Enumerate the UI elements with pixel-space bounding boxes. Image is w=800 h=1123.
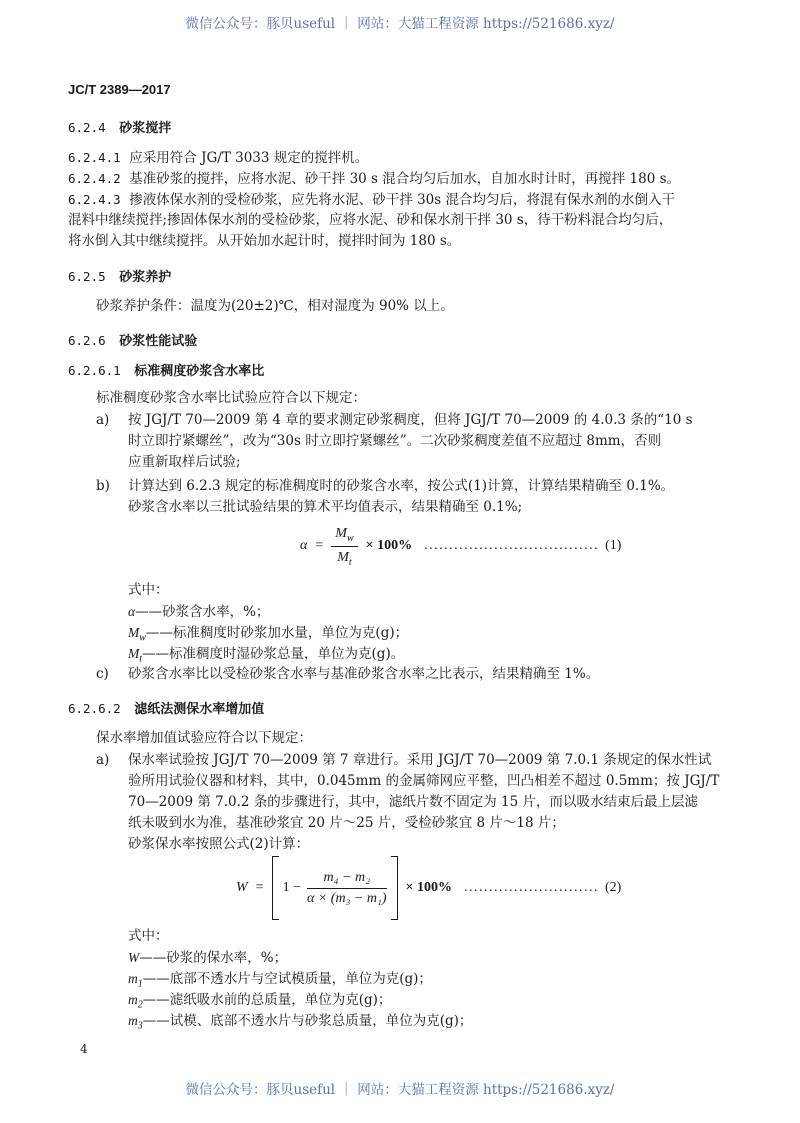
list-label: a) — [96, 752, 110, 768]
definition-text: ——标准稠度时湿砂浆总量，单位为克(g)。 — [142, 646, 405, 662]
list-item-text: 砂浆保水率按照公式(2)计算： — [128, 836, 310, 852]
list-item-text: 保水率试验按 JGJ/T 70—2009 第 7 章进行。采用 JGJ/T 70—2009 第 7.0.1 条规定的保水性试 — [128, 752, 712, 768]
formula-tail: × 100% — [405, 880, 452, 895]
denominator-symbol: M — [337, 549, 349, 565]
list-label: b) — [96, 478, 110, 494]
formula-lhs: α — [300, 538, 308, 553]
formula-number: (2) — [605, 880, 622, 895]
list-item-text: 时立即拧紧螺丝”，改为“30s 时立即拧紧螺丝”。二次砂浆稠度差值不应超过 8mm，否则 — [128, 433, 662, 449]
symbol-subscript: w — [139, 632, 146, 644]
clause-6-2-4-2 — [68, 168, 680, 190]
section-number: 6.2.6.2 — [68, 701, 121, 716]
formula-one-minus: 1 − — [282, 880, 301, 895]
section-number: 6.2.4 — [68, 120, 106, 135]
clause-text-line: 混料中继续搅拌;掺固体保水剂的受检砂浆，应将水泥、砂和保水剂干拌 30 s，待干粉料混合均匀后， — [68, 212, 673, 228]
clause-text-line: 将水倒入其中继续搅拌。从开始加水起计时，搅拌时间为 180 s。 — [68, 233, 461, 249]
symbol: m — [128, 992, 138, 1007]
formula-number: (1) — [605, 538, 622, 553]
definition-text: ——砂浆的保水率，%； — [139, 950, 288, 966]
definition-text: ——标准稠度时砂浆加水量，单位为克(g)； — [145, 625, 409, 641]
clause-6-2-4-1 — [68, 147, 368, 169]
curing-conditions: 砂浆养护条件：温度为(20±2)℃，相对湿度为 90% 以上。 — [96, 298, 454, 314]
clause-text: 应采用符合 JG/T 3033 规定的搅拌机。 — [129, 150, 369, 166]
symbol-subscript: t — [139, 653, 143, 665]
numerator-subscript: w — [346, 532, 354, 544]
symbol: W — [128, 950, 140, 965]
leader-dots: ................................... — [424, 538, 600, 553]
symbol: M — [128, 625, 140, 640]
symbol-subscript: 3 — [137, 1020, 143, 1032]
section-title: 砂浆搅拌 — [119, 121, 172, 136]
section-title: 砂浆性能试验 — [119, 334, 198, 349]
where-label: 式中： — [128, 928, 169, 944]
denominator-subscript: t — [348, 556, 352, 568]
clause-6-2-4-3 — [68, 189, 675, 211]
formula-lhs: W — [236, 880, 248, 895]
watermark-top: 微信公众号：豚贝useful ｜ 网站：大猫工程资源 https://521686.xyz/ — [185, 16, 615, 32]
numerator-symbol: M — [335, 525, 347, 541]
list-item-text: 砂浆含水率以三批试验结果的算术平均值表示，结果精确至 0.1%; — [128, 499, 523, 515]
right-bracket — [391, 856, 398, 920]
symbol: α — [128, 604, 136, 619]
list-item-text: 纸未吸到水为准，基准砂浆宜 20 片～25 片，受检砂浆宜 8 片～18 片； — [128, 815, 565, 831]
watermark-bottom: 微信公众号：豚贝useful ｜ 网站：大猫工程资源 https://521686.xyz/ — [185, 1082, 615, 1098]
section-title: 滤纸法测保水率增加值 — [134, 702, 265, 717]
numerator: m₄ − m₂ — [307, 870, 387, 889]
definition-text: ——试模、底部不透水片与砂浆总质量，单位为克(g)； — [142, 1013, 473, 1029]
clause-number: 6.2.4.1 — [68, 150, 121, 165]
formula-tail: × 100% — [365, 538, 413, 553]
where-label: 式中： — [128, 582, 169, 598]
section-number: 6.2.5 — [68, 269, 106, 284]
section-6-2-6-2-heading — [68, 698, 264, 717]
list-item-text: 砂浆含水率比以受检砂浆含水率与基准砂浆含水率之比表示，结果精确至 1%。 — [128, 666, 600, 682]
standard-code: JC/T 2389—2017 — [68, 82, 171, 97]
left-bracket — [272, 856, 279, 920]
definition-text: ——底部不透水片与空试模质量，单位为克(g)； — [142, 971, 432, 987]
section-title: 标准稠度砂浆含水率比 — [134, 364, 265, 379]
formula-1 — [300, 524, 621, 568]
symbol: m — [128, 1013, 138, 1028]
section-number: 6.2.6.1 — [68, 363, 121, 378]
section-6-2-6-1-heading — [68, 360, 264, 379]
symbol-subscript: 1 — [137, 978, 143, 990]
list-item-text: 计算达到 6.2.3 规定的标准稠度时的砂浆含水率，按公式(1)计算，计算结果精确至 0.1%。 — [128, 478, 675, 494]
list-item-text: 应重新取样后试验; — [128, 454, 241, 470]
section-title: 砂浆养护 — [119, 270, 172, 285]
clause-number: 6.2.4.2 — [68, 171, 121, 186]
leader-dots: ........................... — [464, 880, 599, 895]
denominator: α × (m₃ − m₁) — [306, 890, 387, 906]
symbol: m — [128, 971, 138, 986]
formula-equals: = — [255, 880, 264, 895]
formula-fraction — [331, 525, 357, 568]
clause-text: 基准砂浆的搅拌，应将水泥、砂干拌 30 s 混合均匀后加水，自加水时计时，再搅拌 180 s。 — [129, 171, 681, 187]
symbol: M — [128, 646, 140, 661]
symbol-subscript: 2 — [137, 999, 143, 1011]
list-item-text: 验所用试验仪器和材料，其中，0.045mm 的金属筛网应平整，凹凸相差不超过 0.5mm；按 JGJ/T — [128, 773, 720, 789]
list-label: c) — [96, 666, 109, 682]
intro-text: 保水率增加值试验应符合以下规定： — [96, 730, 312, 746]
page-number: 4 — [80, 1042, 88, 1056]
section-6-2-5-heading — [68, 266, 171, 285]
section-6-2-6-heading — [68, 330, 197, 349]
section-6-2-4-heading — [68, 117, 171, 136]
section-number: 6.2.6 — [68, 333, 106, 348]
list-item-text: 70—2009 第 7.0.2 条的步骤进行，其中，滤纸片数不固定为 15 片，而以吸水结束后最上层滤 — [128, 794, 699, 810]
formula-2 — [236, 855, 621, 921]
definition-text: ——滤纸吸水前的总质量，单位为克(g)； — [142, 992, 392, 1008]
intro-text: 标准稠度砂浆含水率比试验应符合以下规定： — [96, 390, 366, 406]
clause-text-line: 掺液体保水剂的受检砂浆，应先将水泥、砂干拌 30s 混合均匀后，将混有保水剂的水倒入干 — [129, 192, 675, 208]
symbol-definition — [128, 1010, 472, 1037]
list-item-text: 按 JGJ/T 70—2009 第 4 章的要求测定砂浆稠度，但将 JGJ/T 70—2009 的 4.0.3 条的“10 s — [128, 412, 693, 428]
formula-fraction — [307, 870, 387, 907]
definition-text: ——砂浆含水率，%； — [135, 604, 270, 620]
clause-number: 6.2.4.3 — [68, 192, 121, 207]
formula-equals: = — [315, 538, 324, 553]
list-label: a) — [96, 412, 110, 428]
